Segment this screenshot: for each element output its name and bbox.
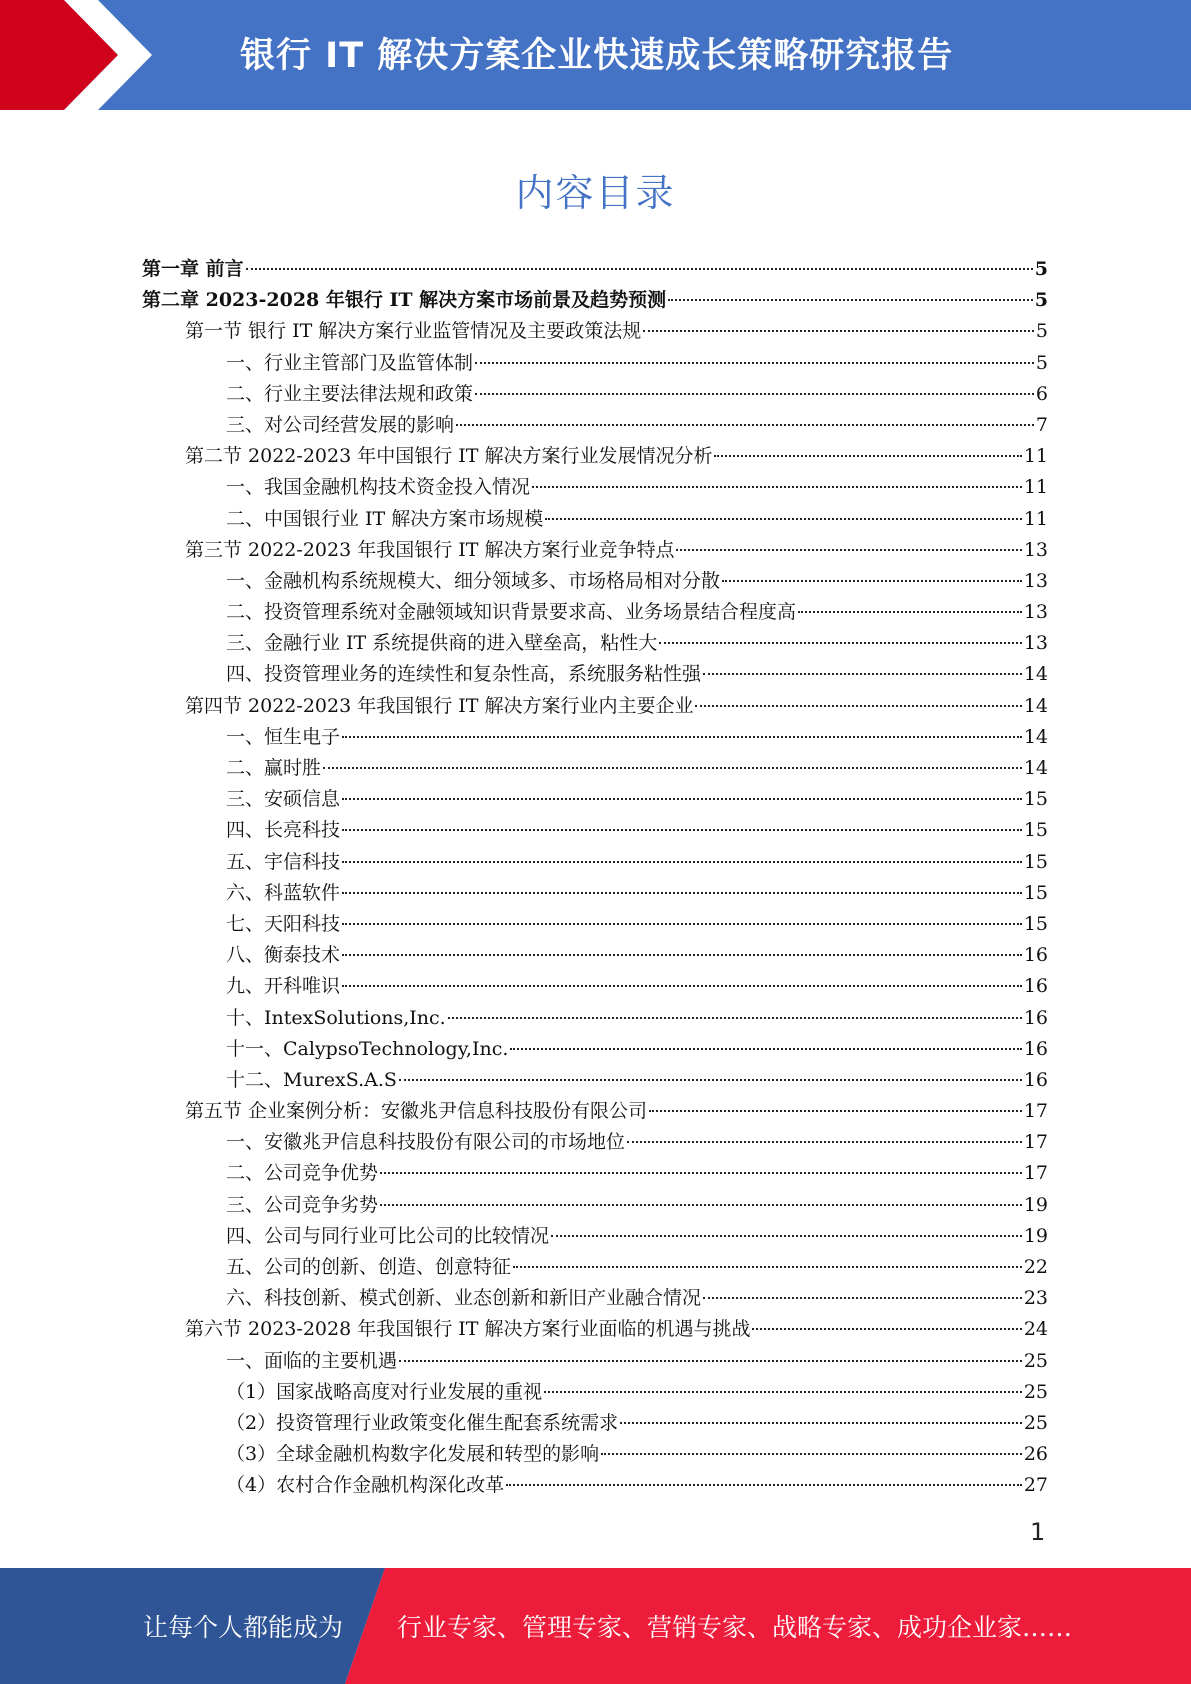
toc-entry[interactable] bbox=[142, 597, 1048, 628]
toc-title: 内容目录 bbox=[515, 171, 676, 215]
toc-dot-leader bbox=[342, 984, 1022, 987]
toc-entry[interactable] bbox=[142, 1470, 1048, 1501]
toc-entry[interactable] bbox=[142, 971, 1048, 1002]
toc-entry-label: 三、对公司经营发展的影响 bbox=[226, 413, 455, 436]
toc-entry-label: 二、中国银行业 IT 解决方案市场规模 bbox=[226, 507, 544, 530]
toc-entry-page: 16 bbox=[1023, 975, 1048, 998]
toc-dot-leader bbox=[643, 329, 1034, 332]
toc-entry-label: 一、安徽兆尹信息科技股份有限公司的市场地位 bbox=[226, 1131, 626, 1154]
toc-entry-page: 5 bbox=[1034, 289, 1048, 312]
toc-entry-page: 11 bbox=[1023, 445, 1048, 468]
toc-entry-page: 26 bbox=[1023, 1443, 1048, 1466]
toc-entry[interactable] bbox=[142, 1408, 1048, 1439]
toc-entry-label: 一、恒生电子 bbox=[226, 725, 341, 748]
toc-entry[interactable] bbox=[142, 1158, 1048, 1189]
toc-entry-label: 四、公司与同行业可比公司的比较情况 bbox=[226, 1224, 550, 1247]
toc-entry[interactable] bbox=[142, 753, 1048, 784]
toc-entry-page: 23 bbox=[1023, 1287, 1048, 1310]
toc-entry[interactable] bbox=[142, 316, 1048, 347]
toc-entry[interactable] bbox=[142, 1096, 1048, 1127]
toc-entry-page: 15 bbox=[1023, 881, 1048, 904]
toc-dot-leader bbox=[342, 735, 1022, 738]
toc-entry[interactable] bbox=[142, 940, 1048, 971]
toc-entry-label: 第六节 2023-2028 年我国银行 IT 解决方案行业面临的机遇与挑战 bbox=[185, 1318, 751, 1341]
toc-entry[interactable] bbox=[142, 1221, 1048, 1252]
report-title: 银行 IT 解决方案企业快速成长策略研究报告 bbox=[240, 36, 954, 76]
toc-entry[interactable] bbox=[142, 441, 1048, 472]
toc-entry-page: 24 bbox=[1023, 1318, 1048, 1341]
toc-entry-page: 7 bbox=[1035, 413, 1048, 436]
toc-entry-label: 第一章 前言 bbox=[142, 258, 244, 280]
toc-entry-label: 第一节 银行 IT 解决方案行业监管情况及主要政策法规 bbox=[185, 320, 642, 343]
toc-entry[interactable] bbox=[142, 379, 1048, 410]
toc-entry-page: 13 bbox=[1023, 538, 1048, 561]
toc-dot-leader bbox=[513, 1265, 1022, 1268]
toc-entry-page: 13 bbox=[1023, 632, 1048, 655]
toc-entry-page: 11 bbox=[1023, 476, 1048, 499]
toc-entry[interactable] bbox=[142, 410, 1048, 441]
toc-dot-leader bbox=[380, 1171, 1022, 1174]
footer-band bbox=[0, 1568, 1191, 1684]
toc-dot-leader bbox=[714, 454, 1021, 457]
toc-entry-label: 一、金融机构系统规模大、细分领域多、市场格局相对分散 bbox=[226, 569, 721, 592]
toc-dot-leader bbox=[448, 1016, 1022, 1019]
toc-entry-page: 5 bbox=[1034, 258, 1048, 280]
toc-entry-page: 15 bbox=[1023, 819, 1048, 842]
toc-entry-label: 二、公司竞争优势 bbox=[226, 1162, 379, 1185]
toc-dot-leader bbox=[323, 766, 1022, 769]
toc-dot-leader bbox=[649, 1109, 1022, 1112]
toc-entry[interactable] bbox=[142, 722, 1048, 753]
toc-entry[interactable] bbox=[142, 472, 1048, 503]
toc-dot-leader bbox=[342, 891, 1022, 894]
table-of-contents bbox=[142, 254, 1048, 1502]
toc-entry-label: （2）投资管理行业政策变化催生配套系统需求 bbox=[226, 1411, 619, 1434]
toc-entry-label: 第五节 企业案例分析：安徽兆尹信息科技股份有限公司 bbox=[185, 1100, 648, 1123]
toc-dot-leader bbox=[676, 548, 1021, 551]
toc-entry[interactable] bbox=[142, 535, 1048, 566]
toc-dot-leader bbox=[399, 1359, 1022, 1362]
toc-entry-page: 5 bbox=[1035, 351, 1048, 374]
toc-entry-page: 27 bbox=[1023, 1474, 1048, 1497]
toc-entry-label: （1）国家战略高度对行业发展的重视 bbox=[226, 1380, 543, 1403]
toc-entry[interactable] bbox=[142, 815, 1048, 846]
toc-dot-leader bbox=[456, 423, 1034, 426]
toc-entry-label: 三、公司竞争劣势 bbox=[226, 1193, 379, 1216]
toc-entry-page: 15 bbox=[1023, 788, 1048, 811]
toc-dot-leader bbox=[659, 641, 1022, 644]
toc-entry-label: 四、长亮科技 bbox=[226, 819, 341, 842]
toc-dot-leader bbox=[342, 828, 1022, 831]
toc-entry[interactable] bbox=[142, 566, 1048, 597]
toc-entry[interactable] bbox=[142, 1252, 1048, 1283]
toc-entry-label: 一、面临的主要机遇 bbox=[226, 1349, 398, 1372]
toc-dot-leader bbox=[475, 361, 1034, 364]
toc-entry-page: 6 bbox=[1035, 382, 1048, 405]
toc-entry-label: 第二节 2022-2023 年中国银行 IT 解决方案行业发展情况分析 bbox=[185, 445, 713, 468]
header-band bbox=[0, 0, 1191, 110]
toc-dot-leader bbox=[342, 860, 1022, 863]
toc-entry-label: 七、天阳科技 bbox=[226, 912, 341, 935]
toc-entry-page: 5 bbox=[1035, 320, 1048, 343]
toc-dot-leader bbox=[342, 797, 1022, 800]
toc-entry[interactable] bbox=[142, 1283, 1048, 1314]
toc-dot-leader bbox=[798, 610, 1022, 613]
toc-dot-leader bbox=[703, 672, 1022, 675]
toc-dot-leader bbox=[551, 1234, 1022, 1237]
toc-entry[interactable] bbox=[142, 254, 1048, 285]
toc-entry-label: 第二章 2023-2028 年银行 IT 解决方案市场前景及趋势预测 bbox=[142, 289, 667, 312]
toc-entry-label: 五、公司的创新、创造、创意特征 bbox=[226, 1256, 512, 1278]
toc-dot-leader bbox=[620, 1421, 1022, 1424]
toc-entry-label: 一、我国金融机构技术资金投入情况 bbox=[226, 476, 531, 499]
toc-entry-page: 11 bbox=[1023, 507, 1048, 530]
toc-entry[interactable] bbox=[142, 348, 1048, 379]
toc-entry[interactable] bbox=[142, 1034, 1048, 1065]
toc-entry[interactable] bbox=[142, 847, 1048, 878]
toc-entry-page: 22 bbox=[1023, 1256, 1048, 1278]
toc-entry[interactable] bbox=[142, 285, 1048, 316]
toc-dot-leader bbox=[601, 1452, 1022, 1455]
toc-entry[interactable] bbox=[142, 504, 1048, 535]
toc-entry-label: 十一、CalypsoTechnology,Inc. bbox=[226, 1037, 509, 1060]
toc-entry-label: 第三节 2022-2023 年我国银行 IT 解决方案行业竞争特点 bbox=[185, 538, 675, 561]
toc-entry[interactable] bbox=[142, 1377, 1048, 1408]
toc-entry[interactable] bbox=[142, 1314, 1048, 1345]
toc-entry[interactable] bbox=[142, 1003, 1048, 1034]
toc-entry[interactable] bbox=[142, 691, 1048, 722]
toc-dot-leader bbox=[544, 1390, 1022, 1393]
toc-entry-label: 二、投资管理系统对金融领域知识背景要求高、业务场景结合程度高 bbox=[226, 601, 797, 624]
toc-entry-label: 四、投资管理业务的连续性和复杂性高，系统服务粘性强 bbox=[226, 663, 702, 686]
toc-entry[interactable] bbox=[142, 659, 1048, 690]
toc-dot-leader bbox=[342, 953, 1022, 956]
toc-entry-page: 15 bbox=[1023, 912, 1048, 935]
toc-entry-label: 六、科技创新、模式创新、业态创新和新旧产业融合情况 bbox=[226, 1287, 702, 1310]
toc-entry[interactable] bbox=[142, 784, 1048, 815]
footer-slogan-left: 让每个人都能成为 bbox=[143, 1613, 344, 1642]
toc-entry-page: 14 bbox=[1023, 757, 1048, 779]
toc-entry-label: （4）农村合作金融机构深化改革 bbox=[226, 1474, 505, 1497]
toc-entry-page: 16 bbox=[1023, 1037, 1048, 1060]
toc-entry[interactable] bbox=[142, 1190, 1048, 1221]
toc-entry-page: 17 bbox=[1023, 1162, 1048, 1185]
page-number: 1 bbox=[1030, 1518, 1046, 1546]
toc-entry-page: 16 bbox=[1023, 1068, 1048, 1091]
toc-entry[interactable] bbox=[142, 1439, 1048, 1470]
toc-entry-label: （3）全球金融机构数字化发展和转型的影响 bbox=[226, 1443, 600, 1466]
toc-entry[interactable] bbox=[142, 909, 1048, 940]
toc-dot-leader bbox=[342, 922, 1022, 925]
toc-entry-label: 二、行业主要法律法规和政策 bbox=[226, 382, 474, 405]
toc-entry-page: 17 bbox=[1023, 1100, 1048, 1123]
toc-entry[interactable] bbox=[142, 628, 1048, 659]
toc-entry[interactable] bbox=[142, 1127, 1048, 1158]
toc-entry-label: 一、行业主管部门及监管体制 bbox=[226, 351, 474, 374]
toc-dot-leader bbox=[475, 392, 1034, 395]
toc-entry-page: 15 bbox=[1023, 850, 1048, 873]
toc-entry-page: 19 bbox=[1023, 1193, 1048, 1216]
toc-dot-leader bbox=[545, 517, 1022, 520]
toc-entry-label: 二、赢时胜 bbox=[226, 757, 322, 779]
toc-dot-leader bbox=[668, 298, 1033, 301]
toc-entry[interactable] bbox=[142, 1346, 1048, 1377]
toc-entry-label: 三、安硕信息 bbox=[226, 788, 341, 811]
toc-dot-leader bbox=[627, 1140, 1022, 1143]
toc-dot-leader bbox=[399, 1078, 1022, 1081]
toc-dot-leader bbox=[510, 1047, 1021, 1050]
toc-entry-page: 25 bbox=[1023, 1380, 1048, 1403]
toc-dot-leader bbox=[506, 1483, 1022, 1486]
toc-entry-label: 第四节 2022-2023 年我国银行 IT 解决方案行业内主要企业 bbox=[185, 694, 694, 717]
toc-entry-label: 十二、MurexS.A.S bbox=[226, 1068, 397, 1091]
toc-dot-leader bbox=[703, 1296, 1022, 1299]
footer-slogan-right: 行业专家、管理专家、营销专家、战略专家、成功企业家…… bbox=[397, 1613, 1073, 1642]
toc-entry-page: 13 bbox=[1023, 569, 1048, 592]
toc-dot-leader bbox=[246, 267, 1033, 270]
toc-dot-leader bbox=[752, 1327, 1021, 1330]
toc-entry-label: 三、金融行业 IT 系统提供商的进入壁垒高，粘性大 bbox=[226, 632, 658, 655]
toc-entry-label: 六、科蓝软件 bbox=[226, 881, 341, 904]
toc-entry[interactable] bbox=[142, 878, 1048, 909]
toc-entry-page: 25 bbox=[1023, 1349, 1048, 1372]
toc-dot-leader bbox=[722, 579, 1022, 582]
toc-dot-leader bbox=[380, 1203, 1022, 1206]
toc-entry-label: 十、IntexSolutions,Inc. bbox=[226, 1006, 446, 1029]
toc-entry-page: 16 bbox=[1023, 944, 1048, 967]
toc-entry-page: 16 bbox=[1023, 1006, 1048, 1029]
toc-entry-page: 14 bbox=[1023, 694, 1048, 717]
toc-entry-page: 19 bbox=[1023, 1224, 1048, 1247]
toc-entry-label: 五、宇信科技 bbox=[226, 850, 341, 873]
toc-entry-page: 17 bbox=[1023, 1131, 1048, 1154]
toc-dot-leader bbox=[695, 704, 1021, 707]
toc-entry-page: 14 bbox=[1023, 663, 1048, 686]
toc-entry-page: 25 bbox=[1023, 1411, 1048, 1434]
toc-entry-page: 14 bbox=[1023, 725, 1048, 748]
toc-entry[interactable] bbox=[142, 1065, 1048, 1096]
toc-entry-label: 九、开科唯识 bbox=[226, 975, 341, 998]
toc-entry-label: 八、衡泰技术 bbox=[226, 944, 341, 967]
toc-entry-page: 13 bbox=[1023, 601, 1048, 624]
toc-dot-leader bbox=[532, 485, 1022, 488]
